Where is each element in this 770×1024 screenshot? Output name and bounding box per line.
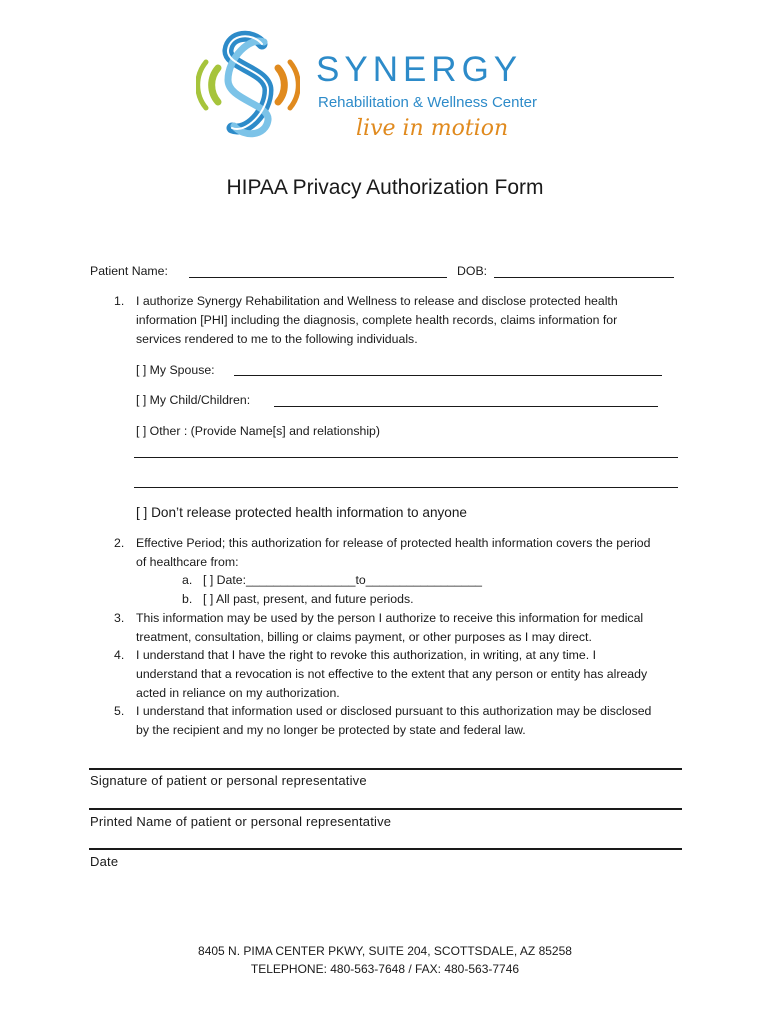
item2-line: Effective Period; this authorization for release of protected health information covers the period (136, 536, 651, 550)
item1-line: I authorize Synergy Rehabilitation and Wellness to release and disclose protected health (136, 294, 618, 308)
item-number: 5. (114, 704, 125, 718)
children-field[interactable] (274, 406, 658, 407)
spouse-field[interactable] (234, 375, 662, 376)
item-number: 2. (114, 536, 125, 550)
brand-name: SYNERGY (316, 50, 523, 89)
printed-name-label: Printed Name of patient or personal representative (90, 814, 392, 829)
dob-label: DOB: (457, 264, 488, 278)
item-number: 1. (114, 294, 125, 308)
brand-tagline: live in motion (356, 116, 509, 141)
form-title: HIPAA Privacy Authorization Form (226, 176, 544, 199)
signature-label: Signature of patient or personal representative (90, 773, 367, 788)
patient-name-label: Patient Name: (90, 264, 168, 278)
signature-rule (89, 768, 682, 770)
item4-line: I understand that I have the right to revoke this authorization, in writing, at any time. I (136, 648, 597, 662)
date-range-option[interactable]: [ ] Date:________________to_________________ (203, 573, 482, 587)
item-number: 3. (114, 611, 125, 625)
item1-line: services rendered to me to the following individuals. (136, 332, 418, 346)
option-a-marker: a. (182, 573, 193, 587)
printed-name-rule (89, 808, 682, 810)
synergy-logo-icon (196, 30, 300, 140)
item1-line: information [PHI] including the diagnosis, complete health records, claims information for (136, 313, 618, 327)
brand-subtitle: Rehabilitation & Wellness Center (318, 94, 538, 111)
item-number: 4. (114, 648, 125, 662)
date-label: Date (90, 854, 119, 869)
patient-name-field[interactable] (189, 277, 447, 278)
item2-line: of healthcare from: (136, 555, 239, 569)
option-b-marker: b. (182, 592, 193, 606)
item5-line: by the recipient and my no longer be protected by state and federal law. (136, 723, 526, 737)
date-rule (89, 848, 682, 850)
item5-line: I understand that information used or disclosed pursuant to this authorization may be disclosed (136, 704, 652, 718)
item3-line: treatment, consultation, billing or claims payment, or other purposes as I may direct. (136, 630, 592, 644)
spouse-checkbox[interactable]: [ ] My Spouse: (136, 363, 215, 377)
dob-field[interactable] (494, 277, 674, 278)
item3-line: This information may be used by the person I authorize to receive this information for medical (136, 611, 644, 625)
item4-line: acted in reliance on my authorization. (136, 686, 340, 700)
dont-release-checkbox[interactable]: [ ] Don’t release protected health information to anyone (136, 505, 467, 520)
item4-line: understand that a revocation is not effective to the extent that any person or entity has already (136, 667, 648, 681)
children-checkbox[interactable]: [ ] My Child/Children: (136, 393, 251, 407)
all-periods-option[interactable]: [ ] All past, present, and future periods. (203, 592, 414, 606)
other-checkbox[interactable]: [ ] Other : (Provide Name[s] and relationship) (136, 424, 380, 438)
other-field-line-2[interactable] (134, 487, 678, 488)
footer-address: 8405 N. PIMA CENTER PKWY, SUITE 204, SCOTTSDALE, AZ 85258 (198, 944, 572, 958)
footer-phone: TELEPHONE: 480-563-7648 / FAX: 480-563-7746 (250, 962, 520, 976)
other-field-line-1[interactable] (134, 457, 678, 458)
